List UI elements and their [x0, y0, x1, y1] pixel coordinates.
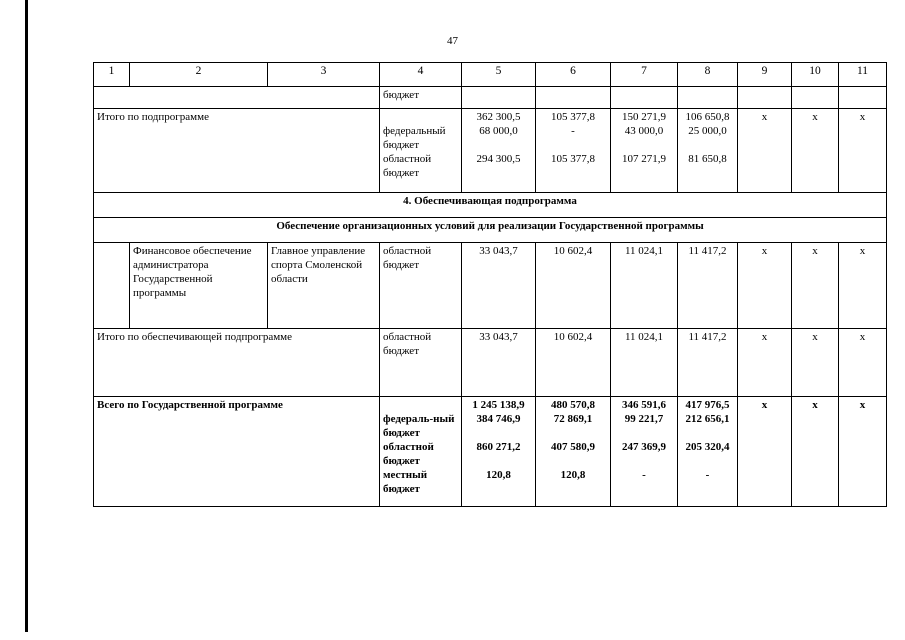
- budget-cell: областной бюджет: [380, 243, 462, 329]
- support-total-label: Итого по обеспечивающей подпрограмме: [94, 329, 380, 397]
- budget-cell: [380, 109, 462, 193]
- value-cell: 150 271,9 43 000,0 107 271,9: [611, 109, 678, 193]
- budget-cell: бюджет: [380, 87, 462, 109]
- header-cell: 9: [738, 63, 792, 87]
- mark-cell: x: [839, 397, 887, 507]
- item-executor: Главное управление спорта Смоленской области: [268, 243, 380, 329]
- budget-federal: федеральный бюджет: [383, 125, 446, 151]
- value-cell: 417 976,5 212 656,1 205 320,4 -: [678, 397, 738, 507]
- value-cell: 346 591,6 99 221,7 247 369,9 -: [611, 397, 678, 507]
- mark-cell: x: [738, 109, 792, 193]
- page-number: 47: [447, 35, 458, 47]
- value-cell: 11 417,2: [678, 329, 738, 397]
- section-title-row: [94, 193, 887, 218]
- support-total-row: [94, 329, 887, 397]
- subtotal-row: [94, 109, 887, 193]
- budget-cell: [380, 397, 462, 507]
- mark-cell: x: [839, 243, 887, 329]
- header-cell: 5: [462, 63, 536, 87]
- value-cell: 33 043,7: [462, 329, 536, 397]
- empty-cell: [94, 87, 380, 109]
- header-cell: 8: [678, 63, 738, 87]
- mark-cell: x: [792, 243, 839, 329]
- grand-total-label: Всего по Государственной программе: [94, 397, 380, 507]
- header-cell: 11: [839, 63, 887, 87]
- section-subtitle: Обеспечение организационных условий для реализации Государственной программы: [94, 218, 887, 243]
- subtotal-label: Итого по подпрограмме: [94, 109, 380, 193]
- value-cell: 10 602,4: [536, 329, 611, 397]
- mark-cell: x: [738, 243, 792, 329]
- value-cell: 1 245 138,9 384 746,9 860 271,2 120,8: [462, 397, 536, 507]
- header-cell: 1: [94, 63, 130, 87]
- item-row: [94, 243, 887, 329]
- mark-cell: x: [738, 397, 792, 507]
- header-cell: 2: [130, 63, 268, 87]
- value-cell: 11 024,1: [611, 243, 678, 329]
- value-cell: 11 024,1: [611, 329, 678, 397]
- value-cell: 10 602,4: [536, 243, 611, 329]
- budget-cell: областной бюджет: [380, 329, 462, 397]
- section-subtitle-row: [94, 218, 887, 243]
- mark-cell: x: [792, 329, 839, 397]
- value-cell: 105 377,8 - 105 377,8: [536, 109, 611, 193]
- mark-cell: x: [792, 397, 839, 507]
- value-cell: 480 570,8 72 869,1 407 580,9 120,8: [536, 397, 611, 507]
- header-cell: 4: [380, 63, 462, 87]
- value-cell: 106 650,8 25 000,0 81 650,8: [678, 109, 738, 193]
- continuation-row: [94, 87, 887, 109]
- header-cell: 6: [536, 63, 611, 87]
- value-cell: 33 043,7: [462, 243, 536, 329]
- header-cell: 7: [611, 63, 678, 87]
- left-margin-rule: [25, 0, 28, 632]
- value-cell: 362 300,5 68 000,0 294 300,5: [462, 109, 536, 193]
- mark-cell: x: [839, 329, 887, 397]
- grand-total-row: [94, 397, 887, 507]
- empty-cell: [94, 243, 130, 329]
- budget-regional: областной бюджет: [383, 441, 434, 467]
- section-title: 4. Обеспечивающая подпрограмма: [94, 193, 887, 218]
- header-cell: 10: [792, 63, 839, 87]
- budget-table: [93, 62, 887, 507]
- budget-regional: областной бюджет: [383, 153, 432, 179]
- item-name: Финансовое обеспечение администратора Государственной программы: [130, 243, 268, 329]
- budget-federal: федераль-ный бюджет: [383, 413, 455, 439]
- budget-local: местный бюджет: [383, 469, 428, 495]
- mark-cell: x: [792, 109, 839, 193]
- header-cell: 3: [268, 63, 380, 87]
- mark-cell: x: [738, 329, 792, 397]
- value-cell: 11 417,2: [678, 243, 738, 329]
- mark-cell: x: [839, 109, 887, 193]
- header-row: [94, 63, 887, 87]
